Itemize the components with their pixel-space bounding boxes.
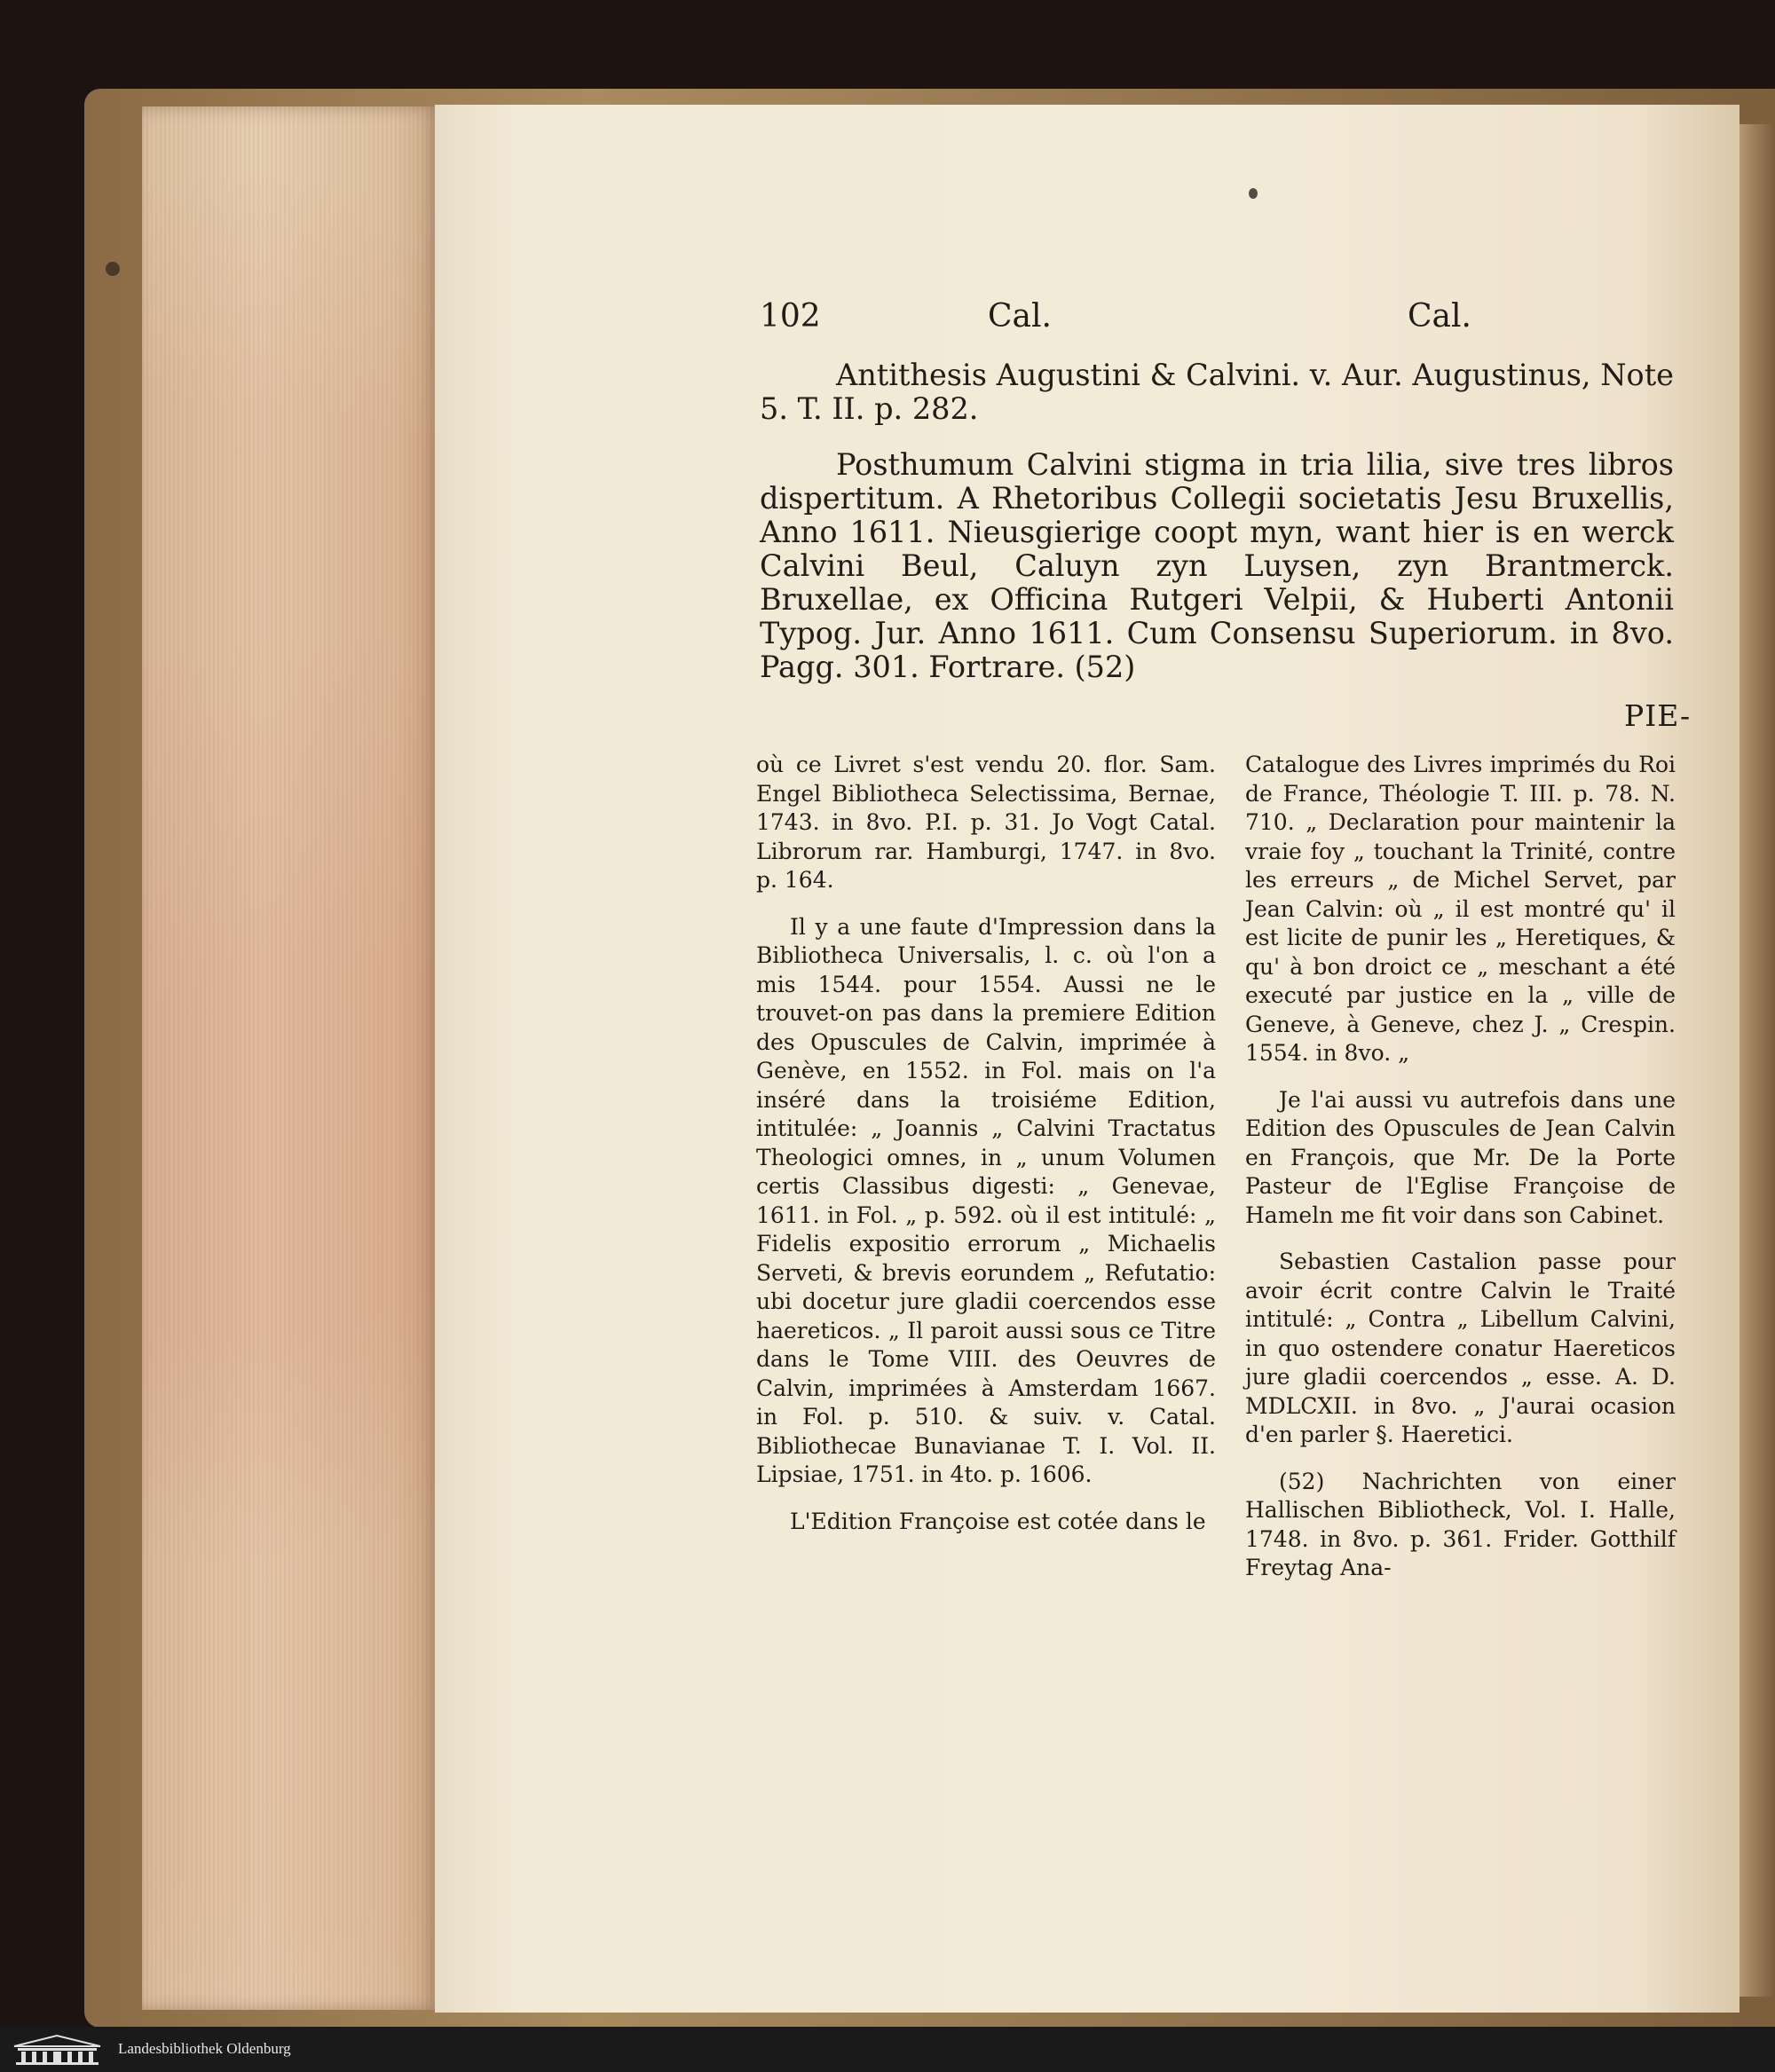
library-building-icon: [11, 2034, 104, 2066]
footer-bar: [0, 2027, 1775, 2072]
running-head-right: Cal.: [1408, 298, 1471, 335]
running-head-left: Cal.: [988, 298, 1052, 335]
right-page-edge: [1735, 124, 1775, 1997]
right-column-paragraph: (52) Nachrichten von einer Hallischen Bibliotheck, Vol. I. Halle, 1748. in 8vo. p. 361. Frider. Gotthilf Freytag Ana-: [1245, 1468, 1676, 1580]
right-footnote-column: [1245, 751, 1676, 1601]
right-column-paragraph: Je l'ai aussi vu autrefois dans une Edition des Opuscules de Jean Calvin en François, que Mr. De la Porte Pasteur de l'Eglise Françoise de Hameln me fit voir dans son Cabinet.: [1245, 1086, 1676, 1228]
main-paragraph-antithesis: Antithesis Augustini & Calvini. v. Aur. Augustinus, Note 5. T. II. p. 282.: [760, 358, 1674, 426]
left-footnote-column: [756, 751, 1216, 1554]
left-column-paragraph: L'Edition Françoise est cotée dans le: [790, 1508, 1206, 1534]
right-column-paragraph: Sebastien Castalion passe pour avoir écrit contre Calvin le Traité intitulé: „ Contra „ Libellum Calvini, in quo ostendere conatur Haereticos jure gladii coercendos „ esse. A. D. MDLCXII. in 8vo. „ J'aurai ocasion d'en parler §. Haeretici.: [1245, 1249, 1676, 1447]
page-number: 102: [760, 298, 821, 335]
catchword: PIE-: [1624, 698, 1692, 733]
right-column-paragraph: Catalogue des Livres imprimés du Roi de France, Théologie T. III. p. 78. N. 710. „ Declaration pour maintenir la vraie foy „ touchant la Trinité, contre les erreurs „ de Michel Servet, par Jean Calvin: où „ il est montré qu' il est licite de punir les „ Heretiques, & qu' à bon droict ce „ meschant a été executé par justice en la „ ville de Geneve, à Geneve, chez J. „ Crespin. 1554. in 8vo. „: [1245, 752, 1676, 1066]
left-column-paragraph: où ce Livret s'est vendu 20. flor. Sam. Engel Bibliotheca Selectissima, Bernae, 1743. in 8vo. P.I. p. 31. Jo Vogt Catal. Librorum rar. Hamburgi, 1747. in 8vo. p. 164.: [756, 752, 1216, 893]
library-name: Landesbibliothek Oldenburg: [118, 2040, 291, 2057]
main-paragraph-posthumum: Posthumum Calvini stigma in tria lilia, sive tres libros dispertitum. A Rhetoribus Collegii societatis Jesu Bruxellis, Anno 1611. Nieusgierige coopt myn, want hier is en werck Calvini Beul, Caluyn zyn Luysen, zyn Brantmerck. Bruxellae, ex Officina Rutgeri Velpii, & Huberti Antonii Typog. Jur. Anno 1611. Cum Consensu Superiorum. in 8vo. Pagg. 301. Fortrare. (52): [760, 447, 1674, 684]
left-column-paragraph: Il y a une faute d'Impression dans la Bibliotheca Universalis, l. c. où l'on a mis 1544. pour 1554. Aussi ne le trouvet-on pas dans la premiere Edition des Opuscules de Calvin, imprimée à Genève, en 1552. in Fol. mais on l'a inséré dans la troisiéme Edition, intitulée: „ Joannis „ Calvini Tractatus Theologici omnes, in „ unum Volumen certis Classibus digesti: „ Genevae, 1611. in Fol. „ p. 592. où il est intitulé: „ Fidelis expositio errorum „ Michaelis Serveti, & brevis eorundem „ Refutatio: ubi docetur jure gladii coercendos esse haereticos. „ Il paroit aussi sous ce Titre dans le Tome VIII. des Oeuvres de Calvin, imprimées à Amsterdam 1667. in Fol. p. 510. & suiv. v. Catal. Bibliothecae Bunavianae T. I. Vol. II. Lipsiae, 1751. in 4to. p. 1606.: [756, 913, 1216, 1487]
page-block-edge: [142, 106, 439, 2010]
cover-blemish: [106, 262, 120, 276]
ink-spot: [1249, 188, 1258, 199]
